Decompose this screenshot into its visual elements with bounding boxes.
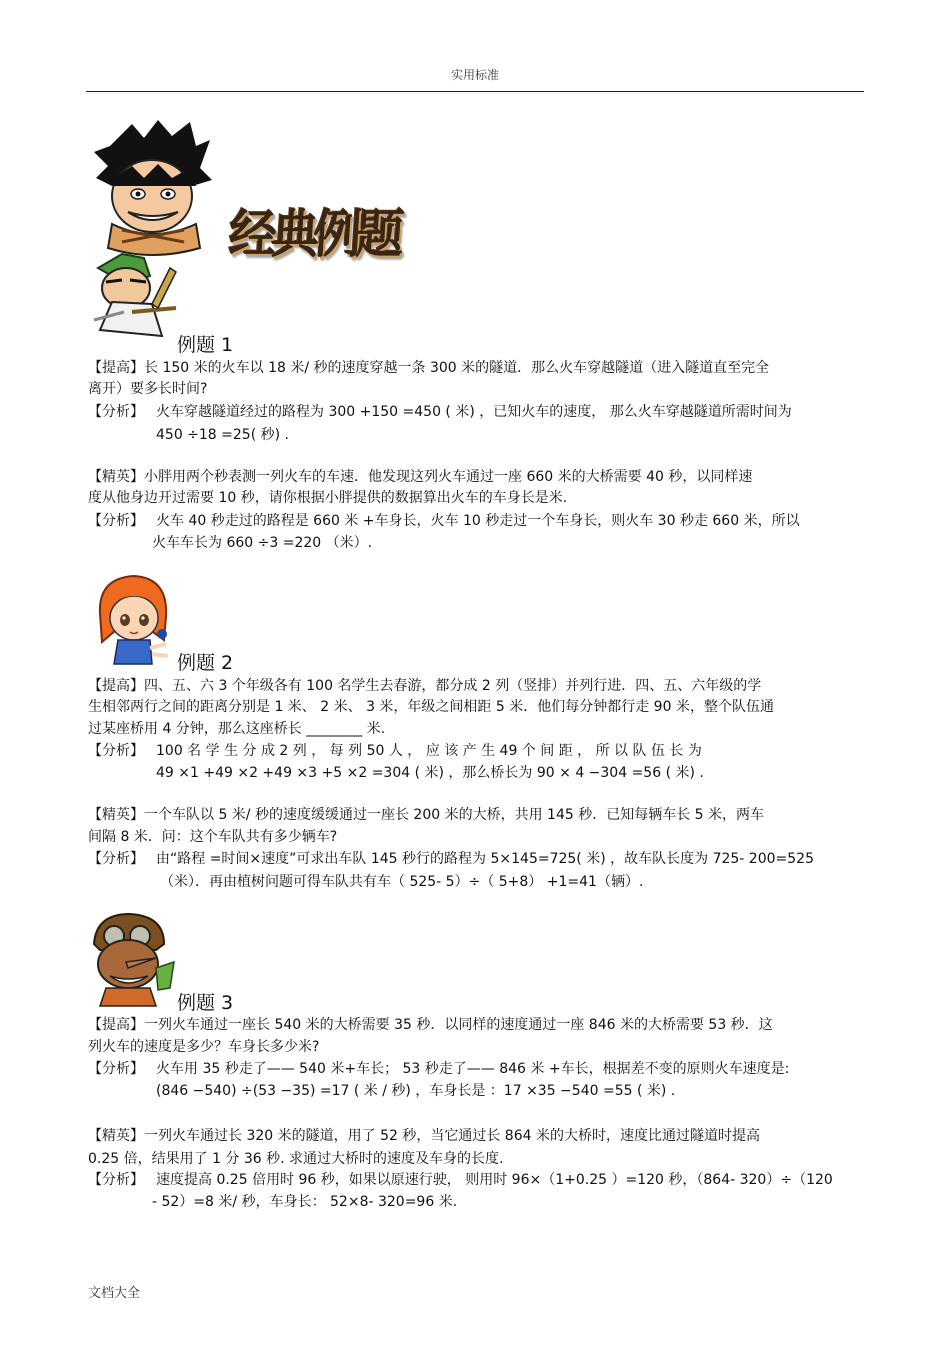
example-1-heading: 例题 1 (177, 334, 234, 356)
example-3-question-1-line2: 列火车的速度是多少？车身长多少米? (88, 1039, 320, 1055)
example-3-analysis-2: 【分析】 速度提高 0.25 倍用时 96 秒，如果以原速行驶， 则用时 96×（1+0.25 ）=120 秒，（864- 320）÷（120 (88, 1172, 833, 1188)
example-3-analysis-2-line2: - 52）=8 米/ 秒，车身长： 52×8- 320=96 米. (152, 1194, 458, 1210)
example-2-analysis-1: 【分析】 100 名 学 生 分 成 2 列 ， 每 列 50 人 ， 应 该 产 生 49 个 间 距 ， 所 以 队 伍 长 为 (88, 743, 702, 759)
example-3-question-1: 【提高】一列火车通过一座长 540 米的大桥需要 35 秒．以同样的速度通过一座 846 米的大桥需要 53 秒．这 (88, 1017, 773, 1033)
example-3-analysis-1: 【分析】 火车用 35 秒走了—— 540 米+车长； 53 秒走了—— 846 米 +车长，根据差不变的原则火车速度是: (88, 1061, 790, 1077)
example-1-analysis-1: 【分析】 火车穿越隧道经过的路程为 300 +150 =450 ( 米) ，已知火车的速度， 那么火车穿越隧道所需时间为 (88, 404, 792, 420)
example-1-question-1-line2: 离开）要多长时间? (88, 381, 208, 397)
example-2-analysis-2: 【分析】 由“路程 =时间×速度”可求出车队 145 秒行的路程为 5×145=725( 米) ，故车队长度为 725- 200=525 (88, 851, 814, 867)
header-title: 实用标准 (450, 68, 499, 82)
example-2-question-2-line2: 间隔 8 米．问：这个车队共有多少辆车? (88, 829, 338, 845)
character-usopp-icon (86, 910, 178, 1008)
header-rule (86, 91, 864, 92)
example-1-analysis-2-line2: 火车车长为 660 ÷3 =220 （米）. (152, 535, 373, 551)
example-3-analysis-1-line2: (846 −540) ÷(53 −35) =17 ( 米 / 秒) ，车身长是 ：17 ×35 −540 =55 ( 米) . (156, 1083, 676, 1099)
example-3-question-2: 【精英】一列火车通过长 320 米的隧道，用了 52 秒，当它通过长 864 米的大桥时，速度比通过隧道时提高 (88, 1128, 760, 1144)
example-2-question-2: 【精英】一个车队以 5 米/ 秒的速度缓缓通过一座长 200 米的大桥，共用 145 秒．已知每辆车长 5 米，两车 (88, 807, 765, 823)
example-1-analysis-1-line2: 450 ÷18 =25( 秒) . (156, 427, 289, 443)
example-3-heading: 例题 3 (177, 992, 234, 1014)
footer-text: 文档大全 (88, 1286, 141, 1301)
banner-title: 经典例题 (227, 204, 401, 265)
character-zoro-icon (94, 254, 176, 336)
example-2-question-1-line3: 过某座桥用 4 分钟，那么这座桥长 ________ 米. (88, 721, 386, 737)
example-2-heading: 例题 2 (177, 652, 234, 674)
character-nami-icon (94, 574, 172, 668)
example-2-analysis-1-line2: 49 ×1 +49 ×2 +49 ×3 +5 ×2 =304 ( 米) ，那么桥长为 90 × 4 −304 =56 ( 米) . (156, 765, 704, 781)
example-2-question-1: 【提高】四、五、六 3 个年级各有 100 名学生去春游，都分成 2 列（竖排）并列行进．四、五、六年级的学 (88, 678, 762, 694)
example-1-analysis-2: 【分析】 火车 40 秒走过的路程是 660 米 +车身长，火车 10 秒走过一个车身长，则火车 30 秒走 660 米，所以 (88, 513, 800, 529)
example-1-question-2-line2: 度从他身边开过需要 10 秒，请你根据小胖提供的数据算出火车的车身长是米. (88, 490, 568, 506)
character-luffy-icon (94, 120, 212, 255)
example-2-question-1-line2: 生相邻两行之间的距离分别是 1 米、 2 米、 3 米，年级之间相距 5 米．他们每分钟都行走 90 米，整个队伍通 (88, 699, 774, 715)
example-1-question-1: 【提高】长 150 米的火车以 18 米/ 秒的速度穿越一条 300 米的隧道．那么火车穿越隧道（进入隧道直至完全 (88, 360, 770, 376)
example-2-analysis-2-line2: （米）．再由植树问题可得车队共有车（ 525- 5）÷（ 5+8） +1=41（辆）. (160, 874, 644, 890)
example-1-question-2: 【精英】小胖用两个秒表测一列火车的车速．他发现这列火车通过一座 660 米的大桥需要 40 秒，以同样速 (88, 469, 753, 485)
example-3-question-2-line2: 0.25 倍，结果用了 1 分 36 秒. 求通过大桥时的速度及车身的长度. (88, 1151, 504, 1167)
